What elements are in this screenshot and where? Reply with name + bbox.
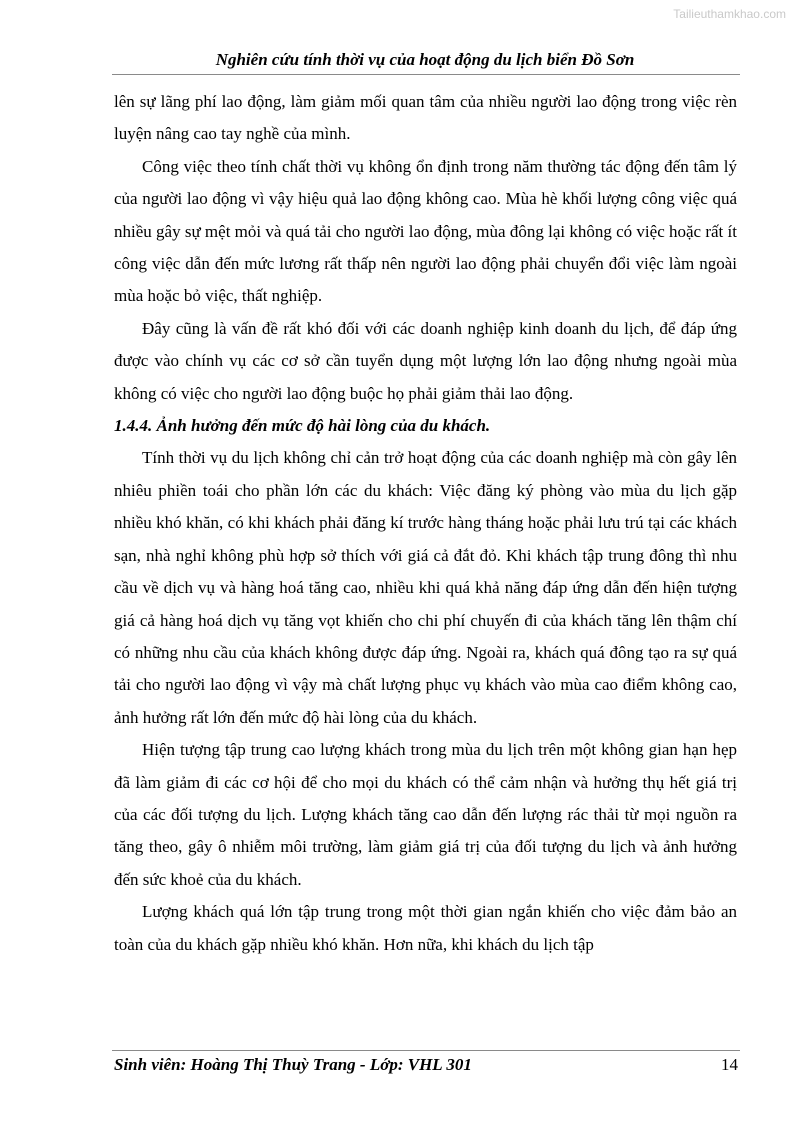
document-body: [114, 86, 737, 961]
paragraph: Tính thời vụ du lịch không chỉ cản trở hoạt động của các doanh nghiệp mà còn gây lên nhiêu phiền toái cho phần lớn các du khách: Việc đăng ký phòng vào mùa du lịch gặp nhiều khó khăn, có khi khách phải đăng kí trước hàng tháng hoặc phải lưu trú tại các khách sạn, nhà nghỉ không phù hợp sở thích với giá cả đắt đỏ. Khi khách tập trung đông thì nhu cầu về dịch vụ và hàng hoá tăng cao, nhiều khi quá khả năng đáp ứng dẫn đến hiện tượng giá cả hàng hoá dịch vụ tăng vọt khiến cho chi phí chuyến đi của khách tăng lên thậm chí có những nhu cầu của khách không được đáp ứng. Ngoài ra, khách quá đông tạo ra sự quá tải cho người lao động vì vậy mà chất lượng phục vụ khách vào mùa cao điểm không cao, ảnh hưởng rất lớn đến mức độ hài lòng của du khách.: [114, 448, 737, 727]
page-header-title: Nghiên cứu tính thời vụ của hoạt động du lịch biển Đồ Sơn: [215, 50, 635, 69]
paragraph: Đây cũng là vấn đề rất khó đối với các doanh nghiệp kinh doanh du lịch, để đáp ứng được vào chính vụ các cơ sở cần tuyển dụng một lượng lớn lao động nhưng ngoài mùa không có việc cho người lao động buộc họ phải giảm thải lao động.: [114, 318, 737, 403]
paragraph: lên sự lãng phí lao động, làm giảm mối quan tâm của nhiều người lao động trong việc rèn luyện nâng cao tay nghề của mình.: [114, 92, 737, 144]
section-heading: 1.4.4. Ảnh hưởng đến mức độ hài lòng của du khách.: [114, 416, 491, 436]
watermark: Tailieuthamkhao.com: [673, 7, 786, 21]
footer-divider: [112, 1050, 740, 1051]
paragraph: Công việc theo tính chất thời vụ không ổn định trong năm thường tác động đến tâm lý của người lao động vì vậy hiệu quả lao động không cao. Mùa hè khối lượng công việc quá nhiều gây sự mệt mỏi và quá tải cho người lao động, mùa đông lại không có việc hoặc rất ít công việc dẫn đến mức lương rất thấp nên người lao động phải chuyển đổi việc làm ngoài mùa hoặc bỏ việc, thất nghiệp.: [114, 156, 737, 306]
header-divider: [112, 74, 740, 75]
footer-student-info: Sinh viên: Hoàng Thị Thuỳ Trang - Lớp: VHL 301: [114, 1055, 472, 1074]
page-number: 14: [721, 1055, 738, 1074]
paragraph: Hiện tượng tập trung cao lượng khách trong mùa du lịch trên một không gian hạn hẹp đã làm giảm đi các cơ hội để cho mọi du khách có thể cảm nhận và hưởng thụ hết giá trị của các đối tượng du lịch. Lượng khách tăng cao dẫn đến lượng rác thải từ mọi nguồn ra tăng theo, gây ô nhiễm môi trường, làm giảm giá trị của đối tượng du lịch và ảnh hưởng đến sức khoẻ của du khách.: [114, 740, 737, 889]
paragraph: Lượng khách quá lớn tập trung trong một thời gian ngắn khiến cho việc đảm bảo an toàn của du khách gặp nhiều khó khăn. Hơn nữa, khi khách du lịch tập: [114, 902, 737, 954]
